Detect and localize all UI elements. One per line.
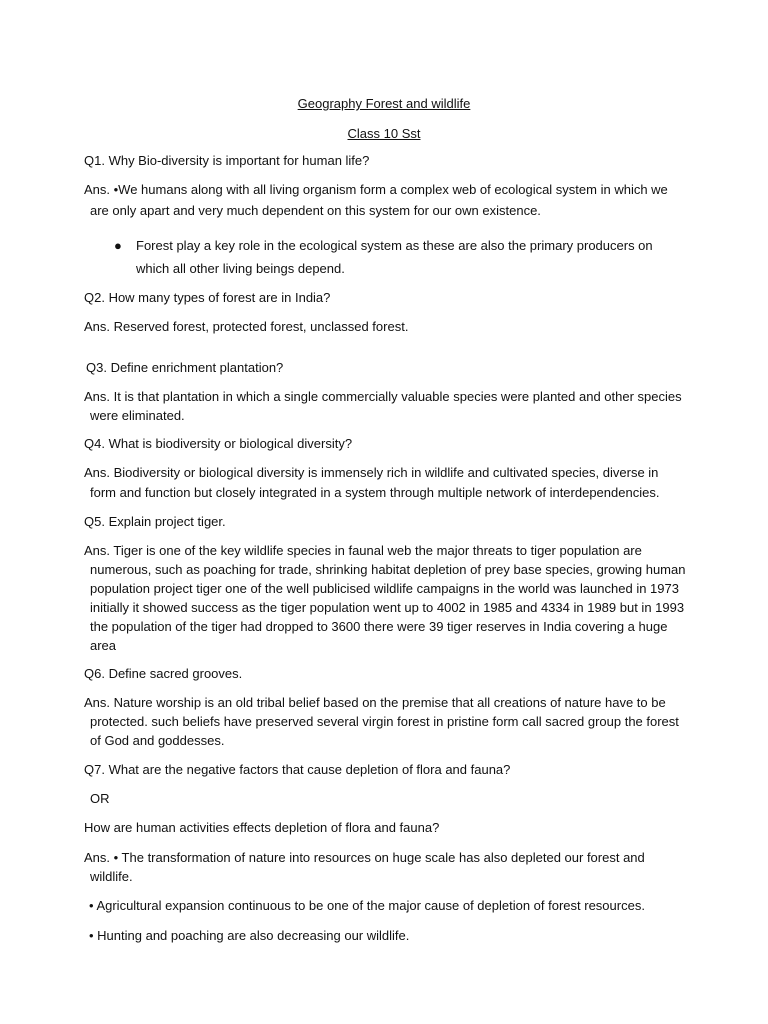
answer-1 (84, 180, 684, 220)
document-subtitle: Class 10 Sst (347, 126, 421, 141)
question-1: Q1. Why Bio-diversity is important for human life? (84, 153, 370, 168)
answer-5-line-1: Ans. Tiger is one of the key wildlife species in faunal web the major threats to tiger population are (84, 543, 642, 558)
answer-1-line-1: Ans. •We humans along with all living organism form a complex web of ecological system in which we (84, 182, 668, 197)
answer-1-bullet-line-2: which all other living beings depend. (136, 261, 345, 276)
question-5: Q5. Explain project tiger. (84, 514, 226, 529)
answer-6 (84, 693, 684, 750)
answer-5-line-3: population project tiger one of the well publicised wildlife campaigns in the world was launched in 1973 (90, 581, 679, 596)
answer-5 (84, 541, 684, 655)
answer-7-point-2: • Hunting and poaching are also decreasing our wildlife. (89, 928, 410, 943)
answer-1-bullet (136, 236, 676, 278)
answer-5-line-4: initially it showed success as the tiger population went up to 4002 in 1985 and 4334 in 1989 but in 1993 (90, 600, 685, 615)
question-6: Q6. Define sacred grooves. (84, 666, 243, 681)
answer-4-line-2: form and function but closely integrated in a system through multiple network of interdependencies. (90, 485, 660, 500)
answer-6-line-1: Ans. Nature worship is an old tribal belief based on the premise that all creations of nature have to be (84, 695, 666, 710)
answer-5-line-6: area (90, 638, 117, 653)
answer-7-line-1: Ans. • The transformation of nature into resources on huge scale has also depleted our forest and (84, 850, 645, 865)
bullet-icon: ● (114, 238, 122, 253)
question-3: Q3. Define enrichment plantation? (86, 360, 284, 375)
or-separator: OR (90, 791, 110, 806)
answer-7 (84, 848, 684, 886)
answer-3-line-2: were eliminated. (90, 408, 185, 423)
answer-6-line-2: protected. such beliefs have preserved several virgin forest in pristine form call sacred group the forest (90, 714, 679, 729)
question-4: Q4. What is biodiversity or biological diversity? (84, 436, 353, 451)
question-7: Q7. What are the negative factors that cause depletion of flora and fauna? (84, 762, 511, 777)
answer-7-line-2: wildlife. (90, 869, 133, 884)
answer-7-point-1: • Agricultural expansion continuous to be one of the major cause of depletion of forest resources. (89, 898, 645, 913)
answer-6-line-3: of God and goddesses. (90, 733, 225, 748)
answer-4-line-1: Ans. Biodiversity or biological diversity is immensely rich in wildlife and cultivated species, diverse in (84, 465, 659, 480)
answer-5-line-5: the population of the tiger had dropped to 3600 there were 39 tiger reserves in India covering a huge (90, 619, 668, 634)
question-2: Q2. How many types of forest are in India? (84, 290, 331, 305)
document-title: Geography Forest and wildlife (297, 96, 471, 111)
answer-1-line-2: are only apart and very much dependent on this system for our own existence. (90, 203, 541, 218)
answer-5-line-2: numerous, such as poaching for trade, shrinking habitat depletion of prey base species, growing human (90, 562, 686, 577)
answer-1-bullet-line-1: Forest play a key role in the ecological system as these are also the primary producers on (136, 238, 653, 253)
question-7-alt: How are human activities effects depletion of flora and fauna? (84, 820, 440, 835)
answer-3-line-1: Ans. It is that plantation in which a single commercially valuable species were planted and other species (84, 389, 682, 404)
answer-2: Ans. Reserved forest, protected forest, unclassed forest. (84, 319, 409, 334)
answer-4 (84, 463, 684, 502)
answer-3 (84, 387, 684, 425)
